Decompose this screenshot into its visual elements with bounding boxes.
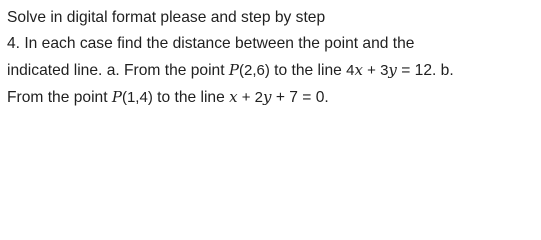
- line-b-x-variable: x: [229, 88, 238, 106]
- line-b-rest: + 7 = 0.: [271, 89, 329, 106]
- line-a-y-variable: y: [388, 61, 397, 79]
- line-a-rhs: = 12. b.: [396, 62, 454, 79]
- line-a-plus: +: [362, 62, 381, 79]
- instruction-line: Solve in digital format please and step by step: [7, 9, 326, 26]
- problem-line-3: [7, 84, 537, 111]
- point-b-coordinates: (1,4): [121, 89, 153, 106]
- line-a-x-coefficient: 4: [346, 62, 355, 79]
- problem-text: [7, 5, 537, 111]
- problem-line-1: 4. In each case find the distance between the point and the: [7, 35, 415, 52]
- line-a-y-coefficient: 3: [380, 62, 389, 79]
- line-b-plus-two: + 2: [237, 89, 264, 106]
- point-a-coordinates: (2,6): [239, 62, 270, 79]
- problem-line-3-connector: to the line: [152, 89, 230, 106]
- line-b-y-variable: y: [263, 88, 272, 106]
- problem-line-3-intro: From the point: [7, 89, 112, 106]
- problem-line-2: [7, 57, 537, 84]
- problem-line-2-intro: indicated line. a. From the point: [7, 62, 229, 79]
- point-a-label: P: [228, 61, 239, 79]
- point-b-label: P: [111, 88, 122, 106]
- line-a-x-variable: x: [354, 61, 363, 79]
- problem-line-2-connector: to the line: [269, 62, 347, 79]
